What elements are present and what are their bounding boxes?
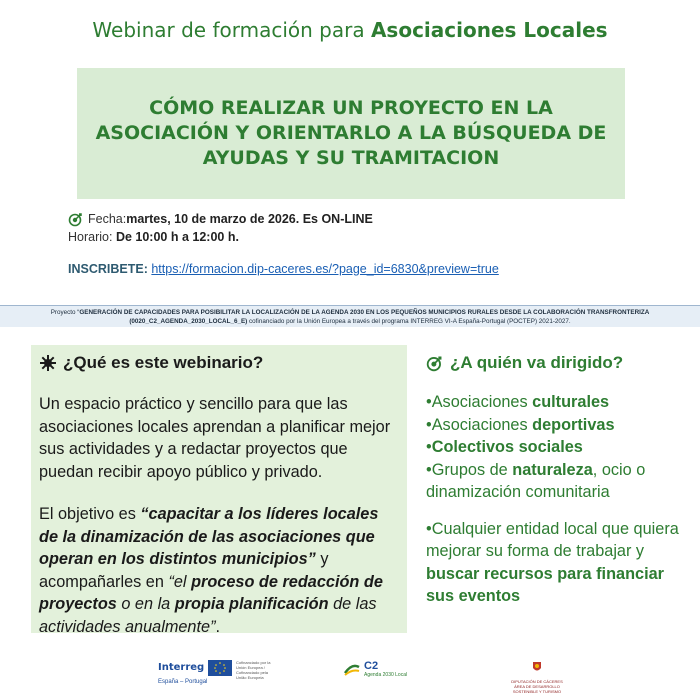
about-paragraph-2 [39,503,397,638]
p2-h: de las actividades anualmente” [39,595,377,636]
item4-b: naturaleza [512,460,593,479]
project-name: GENERACIÓN DE CAPACIDADES PARA POSIBILITAR LA LOCALIZACIÓN DE LA AGENDA 2030 EN LOS PEQUEÑOS MUNICIPIOS RURALES DESDE LA COLABORACIÓN TRANSFRONTERIZA (0020_C2_AGENDA_2030_LOCAL_6_E) [79,309,650,325]
horario-value: De 10:00 h a 12:00 h. [115,230,239,244]
interreg-logo [158,660,271,685]
star-burst-icon [39,354,57,372]
c2-name: C2 [364,660,379,672]
eu-flag-icon [208,660,232,676]
p2-e: proceso de redacción de proyectos [39,572,383,613]
c2-sub: Agenda 2030 Local [364,672,408,678]
eu-text: Cofinanciado por la Unión Europea / Cofinanciado pela União Europeia [236,660,271,680]
extra-b: buscar recursos para financiar sus eventos [426,564,664,605]
target-icon [68,211,84,227]
list-item [426,414,686,437]
target-icon [426,354,444,372]
p2-f: o en la [116,595,175,613]
audience-heading: ¿A quién va dirigido? [450,353,624,372]
list-item [426,459,686,504]
inscribe-label: INSCRIBETE: [68,262,148,276]
item3-a: • [426,438,432,456]
item2-b: deportivas [532,415,615,434]
inscribe-link[interactable]: https://formacion.dip-caceres.es/?page_id=6830&preview=true [151,262,499,276]
interreg-name: Interreg [158,662,205,673]
about-box [31,345,407,636]
audience-section [426,353,686,608]
item4-a: •Grupos de [426,460,513,479]
item1-b: culturales [532,393,610,411]
c2-emblem-icon [343,661,361,677]
diputacion-name: DIPUTACIÓN DE CÁCERES [511,679,563,684]
event-info [68,210,373,246]
p2-d: “el [168,572,192,591]
p2-g: propia planificación [174,595,329,613]
c2-logo [343,660,407,678]
item2-a: •Asociaciones [426,415,533,434]
fecha-label: Fecha: [88,212,127,226]
about-paragraph-1: Un espacio práctico y sencillo para que las asociaciones locales aprendan a planificar mejor sus actividades y a redactar proyectos que puedan recibir apoyo público y privado. [39,395,391,481]
fecha-row [68,210,373,228]
page-title: CÓMO REALIZAR UN PROYECTO EN LA ASOCIACIÓN Y ORIENTARLO A LA BÚSQUEDA DE AYUDAS Y SU TRAMITACION [95,97,607,169]
p2-b: “capacitar a los líderes locales de la dinamización de las asociaciones que operan en los distintos municipios” [39,505,379,568]
item1-a: •Asociaciones [426,393,533,411]
about-heading-row [39,353,397,373]
fecha-value: martes, 10 de marzo de 2026. Es ON-LINE [126,212,373,226]
item4-c: , ocio o dinamización comunitaria [426,460,646,501]
p2-c: y acompañarles en [39,550,329,591]
horario-row [68,228,373,246]
item3-b: Colectivos sociales [431,438,583,456]
footer-logos [0,656,700,696]
horario-label: Horario: [68,230,113,244]
project-suffix: cofinanciado por la Unión Europea a través del programa INTERREG VI-A España-Portugal (POCTEP) 2021-2027. [247,318,571,325]
project-prefix: Proyecto “ [50,309,80,316]
diputacion-logo [507,660,567,694]
page-header [0,18,700,42]
p2-a: El objetivo es [39,505,141,523]
header-bold: Asociaciones Locales [370,18,608,42]
audience-list [426,391,686,504]
header-prefix: Webinar de formación para [92,18,371,42]
list-item [426,391,686,414]
about-heading: ¿Qué es este webinario? [63,353,264,372]
diputacion-crest-icon [530,660,544,674]
project-banner [0,305,700,327]
audience-extra [426,518,686,608]
title-box [77,68,625,199]
extra-a: •Cualquier entidad local que quiera mejorar su forma de trabajar y [426,519,679,560]
list-item [426,436,686,459]
interreg-sub: España – Portugal [158,679,208,685]
inscribe-row [68,262,499,276]
audience-heading-row [426,353,686,373]
p2-i: . [215,617,221,636]
diputacion-sub: ÁREA DE DESARROLLO SOSTENIBLE Y TURISMO [512,684,562,694]
